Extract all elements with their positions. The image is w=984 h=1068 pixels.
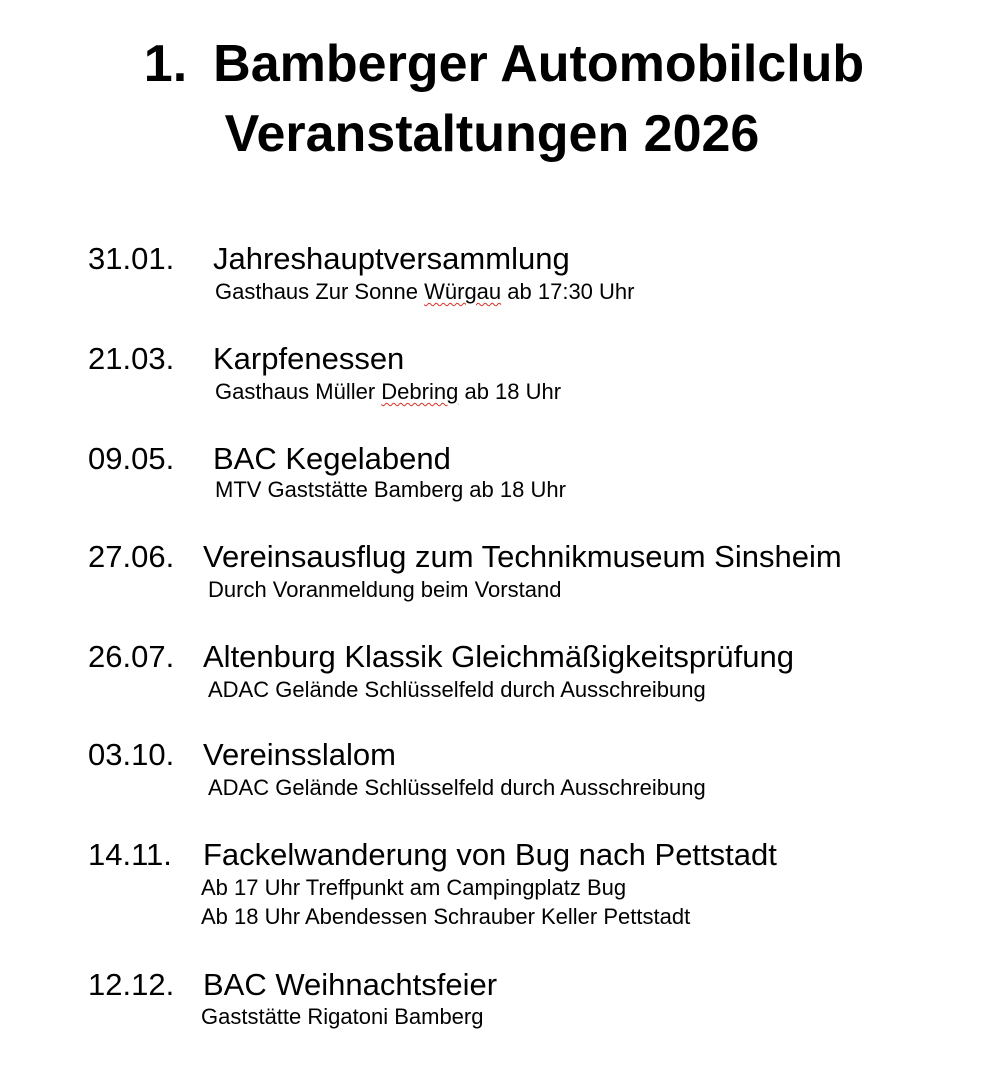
event-date: 12.12. xyxy=(88,967,175,1002)
event-detail: Gaststätte Rigatoni Bamberg xyxy=(201,1004,484,1029)
event-title: Vereinsausflug zum Technikmuseum Sinsheim xyxy=(203,539,842,574)
event-title: Karpfenessen xyxy=(213,341,405,376)
event-detail: Ab 17 Uhr Treffpunkt am Campingplatz Bug xyxy=(201,875,627,900)
event-detail: ADAC Gelände Schlüsselfeld durch Ausschreibung xyxy=(208,775,706,800)
event-title: BAC Weihnachtsfeier xyxy=(203,967,498,1002)
event-title: BAC Kegelabend xyxy=(213,441,451,476)
event-title: Altenburg Klassik Gleichmäßigkeitsprüfung xyxy=(203,639,794,674)
event-detail: ADAC Gelände Schlüsselfeld durch Ausschreibung xyxy=(208,677,706,702)
event-date: 14.11. xyxy=(88,837,172,872)
spellcheck-flagged-word: Würgau xyxy=(424,279,502,304)
event-detail-text: Gasthaus Müller xyxy=(215,379,382,404)
event-detail xyxy=(215,379,561,405)
event-detail-text: Gasthaus Zur Sonne xyxy=(215,279,425,304)
event-detail: Ab 18 Uhr Abendessen Schrauber Keller Pettstadt xyxy=(201,904,691,929)
event-date: 31.01. xyxy=(88,241,175,276)
event-title: Vereinsslalom xyxy=(203,737,396,772)
page-title-line-2: Veranstaltungen 2026 xyxy=(224,105,760,163)
event-title: Jahreshauptversammlung xyxy=(213,241,570,276)
event-title: Fackelwanderung von Bug nach Pettstadt xyxy=(203,837,777,872)
page-title-line-1 xyxy=(12,34,984,94)
title-number: 1. xyxy=(143,35,188,93)
event-detail-text: ab 18 Uhr xyxy=(458,379,562,404)
event-date: 21.03. xyxy=(88,341,175,376)
event-date: 03.10. xyxy=(88,737,175,772)
event-date: 26.07. xyxy=(88,639,175,674)
event-detail xyxy=(215,279,634,305)
title-club-name: Bamberger Automobilclub xyxy=(213,35,865,93)
event-date: 27.06. xyxy=(88,539,175,574)
spellcheck-flagged-word: Debring xyxy=(381,379,459,404)
event-date: 09.05. xyxy=(88,441,175,476)
event-detail: Durch Voranmeldung beim Vorstand xyxy=(208,577,562,602)
event-detail: MTV Gaststätte Bamberg ab 18 Uhr xyxy=(215,477,566,502)
event-detail-text: ab 17:30 Uhr xyxy=(501,279,635,304)
